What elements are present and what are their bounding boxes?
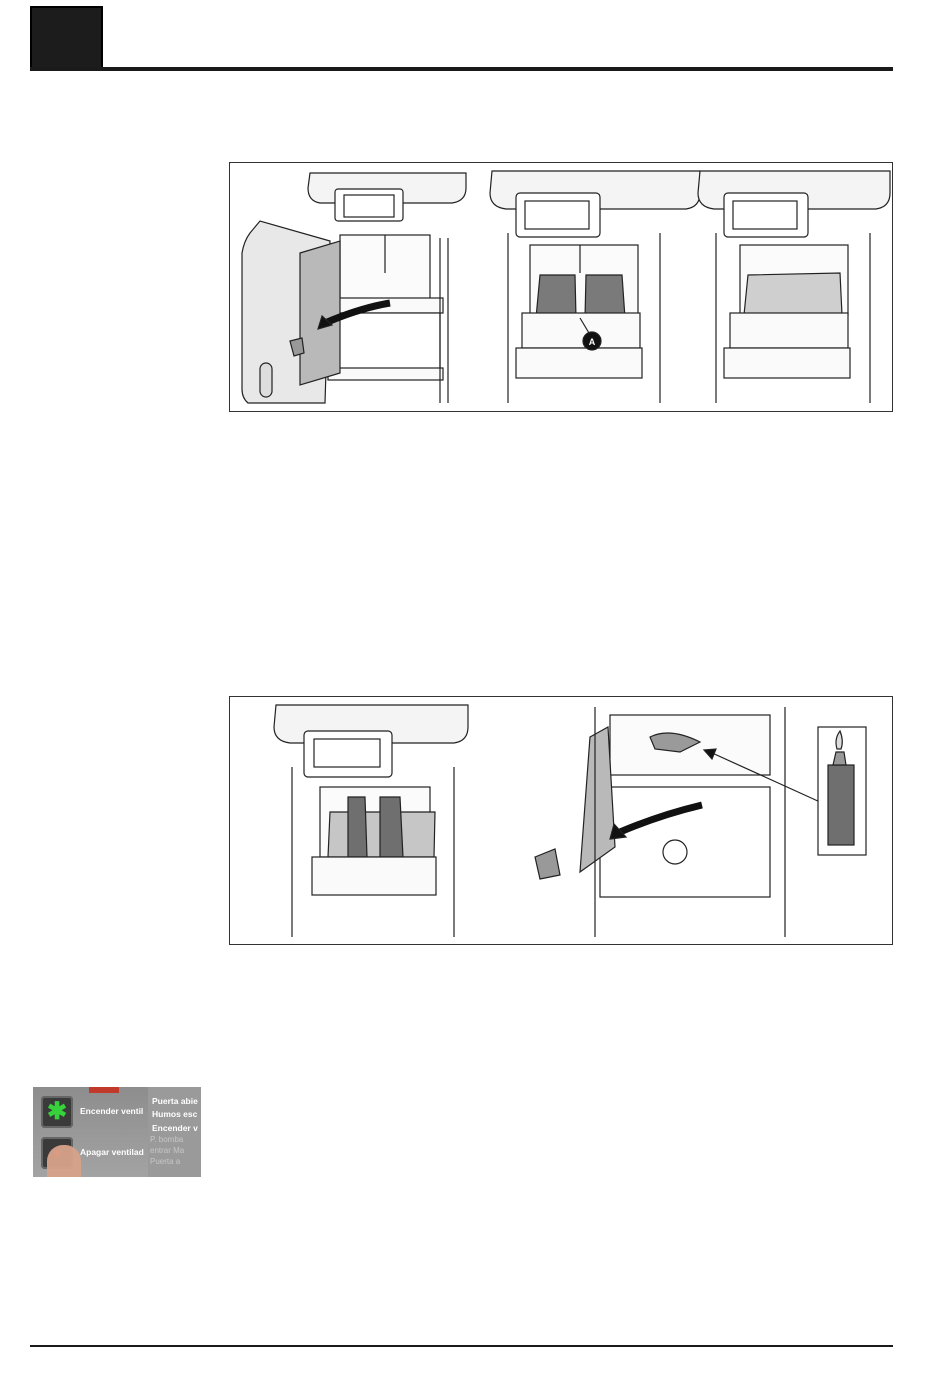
menu-item-faint-1: P. bomba: [150, 1135, 184, 1144]
stove-logs-loaded-illustration: [490, 171, 700, 403]
chapter-marker: [30, 6, 103, 71]
header-rule: [30, 67, 893, 71]
menu-item-faint-2: entrar Ma: [150, 1146, 185, 1155]
menu-item-door-open[interactable]: Puerta abie: [152, 1096, 198, 1106]
lighter-inset-illustration: [818, 727, 866, 855]
ignition-steps-illustration: [230, 697, 893, 945]
fan-asterisk-icon: ✱: [46, 1098, 68, 1125]
finger-pressing: [47, 1145, 81, 1177]
stove-logs-front-illustration: [274, 705, 468, 937]
accent-tab: [89, 1087, 119, 1093]
menu-item-exhaust[interactable]: Humos esc: [152, 1109, 198, 1119]
fan-off-label: Apagar ventilad: [80, 1147, 144, 1157]
menu-item-faint-3: Puerta a: [150, 1157, 181, 1166]
menu-item-turn-on[interactable]: Encender v: [152, 1123, 198, 1133]
fan-on-label: Encender ventil: [80, 1106, 144, 1116]
stove-paper-cover-illustration: [698, 171, 890, 403]
figure-ignition-steps: [229, 696, 893, 945]
loading-steps-illustration: [230, 163, 893, 412]
callout-label-a: A: [588, 337, 596, 347]
stove-close-door-illustration: [535, 707, 820, 937]
footer-rule: [30, 1345, 893, 1347]
control-panel-photo: [33, 1087, 201, 1177]
fan-on-button[interactable]: [41, 1096, 73, 1128]
figure-loading-steps: [229, 162, 893, 412]
stove-door-open-illustration: [242, 173, 466, 403]
